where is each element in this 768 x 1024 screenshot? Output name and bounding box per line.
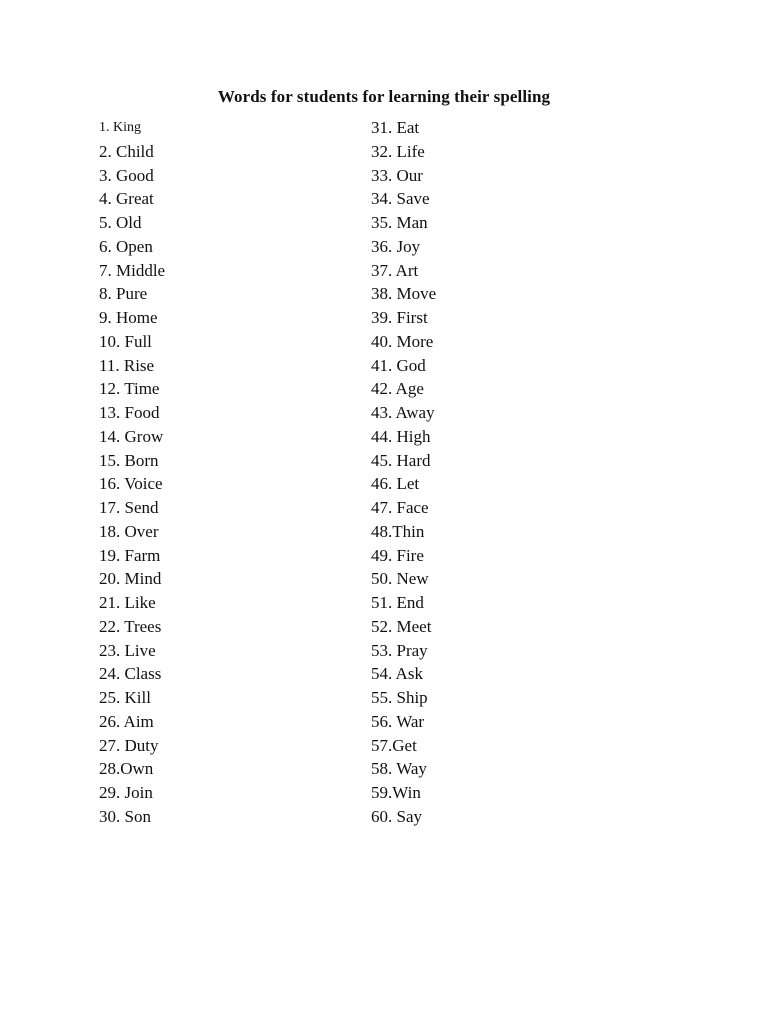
list-item: 19. Farm <box>99 545 161 565</box>
list-item: 47. Face <box>371 498 429 517</box>
list-item: 8. Pure <box>99 284 148 304</box>
list-item: 34. Save <box>371 189 430 209</box>
list-item: 24. Class <box>99 664 162 684</box>
list-item: 42. Age <box>371 379 424 399</box>
list-item: 22. Trees <box>99 616 162 636</box>
word-list-left <box>99 116 165 829</box>
list-item: 28.Own <box>99 759 154 779</box>
list-item: 49. Fire <box>371 545 424 565</box>
list-item: 52. Meet <box>371 616 432 636</box>
word-list-right <box>371 116 436 829</box>
list-item: 9. Home <box>99 308 158 327</box>
list-item: 27. Duty <box>99 735 159 755</box>
list-item: 14. Grow <box>99 426 164 446</box>
list-item: 17. Send <box>99 498 159 517</box>
list-item: 16. Voice <box>99 474 163 494</box>
list-item: 25. Kill <box>99 688 151 707</box>
list-item: 59.Win <box>371 783 421 802</box>
list-item: 56. War <box>371 711 425 731</box>
list-item: 54. Ask <box>371 664 423 684</box>
list-item: 37. Art <box>371 260 419 280</box>
list-item: 40. More <box>371 331 434 351</box>
list-item: 30. Son <box>99 806 151 826</box>
list-item: 12. Time <box>99 379 160 399</box>
list-item: 6. Open <box>99 236 153 256</box>
list-item: 41. God <box>371 355 426 375</box>
list-item: 44. High <box>371 426 431 446</box>
list-item: 21. Like <box>99 593 156 612</box>
list-item: 13. Food <box>99 403 160 422</box>
list-item: 43. Away <box>371 403 435 422</box>
list-item: 50. New <box>371 569 429 589</box>
list-item: 26. Aim <box>99 711 154 731</box>
list-item: 58. Way <box>371 759 427 779</box>
list-item: 38. Move <box>371 284 437 304</box>
list-item: 32. Life <box>371 141 425 161</box>
list-item: 4. Great <box>99 189 154 209</box>
page-title: Words for students for learning their spelling <box>217 87 551 106</box>
list-item: 29. Join <box>99 783 153 802</box>
list-item: 20. Mind <box>99 569 162 589</box>
list-item: 15. Born <box>99 450 159 470</box>
list-item: 57.Get <box>371 735 417 755</box>
list-item: 39. First <box>371 308 428 327</box>
list-item: 23. Live <box>99 640 156 660</box>
list-item: 11. Rise <box>99 355 155 375</box>
list-item: 7. Middle <box>99 260 166 280</box>
list-item: 3. Good <box>99 165 154 185</box>
list-item: 5. Old <box>99 213 142 232</box>
list-item: 1. King <box>99 120 141 135</box>
list-item: 10. Full <box>99 331 152 351</box>
list-item: 45. Hard <box>371 450 431 470</box>
list-item: 55. Ship <box>371 688 428 707</box>
list-item: 18. Over <box>99 521 159 541</box>
list-item: 31. Eat <box>371 118 420 137</box>
list-item: 33. Our <box>371 165 423 185</box>
list-item: 35. Man <box>371 213 428 232</box>
list-item: 2. Child <box>99 141 154 161</box>
list-item: 53. Pray <box>371 640 428 660</box>
list-item: 36. Joy <box>371 236 421 256</box>
list-item: 60. Say <box>371 806 422 826</box>
list-item: 48.Thin <box>371 521 425 541</box>
list-item: 46. Let <box>371 474 420 494</box>
list-item: 51. End <box>371 593 424 612</box>
